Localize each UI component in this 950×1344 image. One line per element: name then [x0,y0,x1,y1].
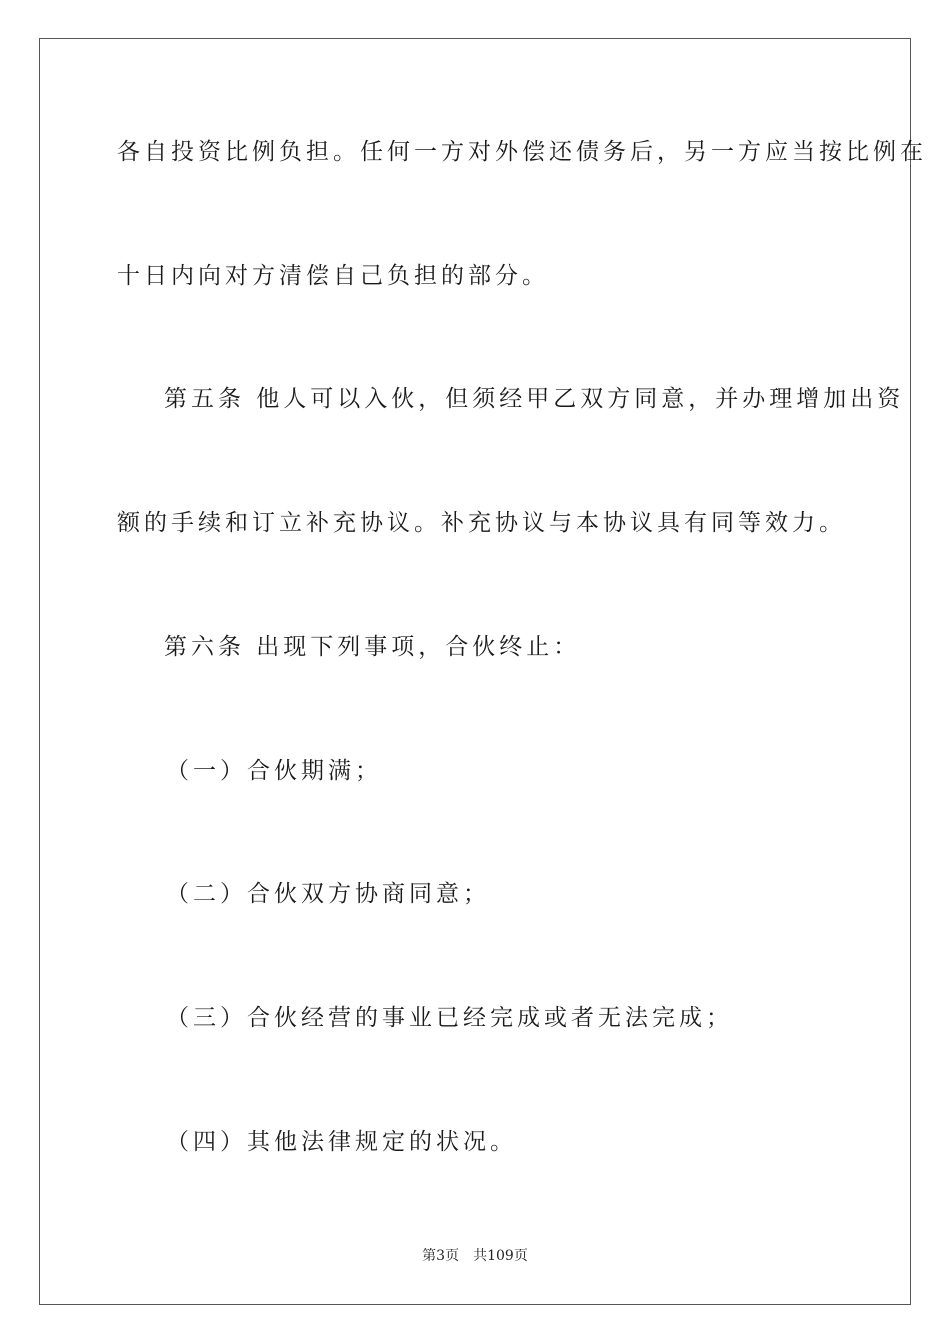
page-total: 共109页 [473,1248,528,1264]
article-5-line: 第五条 他人可以入伙，但须经甲乙双方同意，并办理增加出资 [164,386,905,412]
list-item: （三）合伙经营的事业已经完成或者无法完成； [166,1005,733,1031]
list-item: （一）合伙期满； [166,758,382,784]
article-6-line: 第六条 出现下列事项，合伙终止： [164,634,581,660]
page-number: 第3页 [422,1248,460,1264]
page-footer [0,1247,950,1265]
text-line: 十日内向对方清偿自己负担的部分。 [117,263,549,289]
list-item: （二）合伙双方协商同意； [166,881,490,907]
text-line: 额的手续和订立补充协议。补充协议与本协议具有同等效力。 [117,510,846,536]
text-line: 各自投资比例负担。任何一方对外偿还债务后，另一方应当按比例在 [117,139,927,165]
page-frame [39,38,911,1305]
list-item: （四）其他法律规定的状况。 [166,1129,517,1155]
